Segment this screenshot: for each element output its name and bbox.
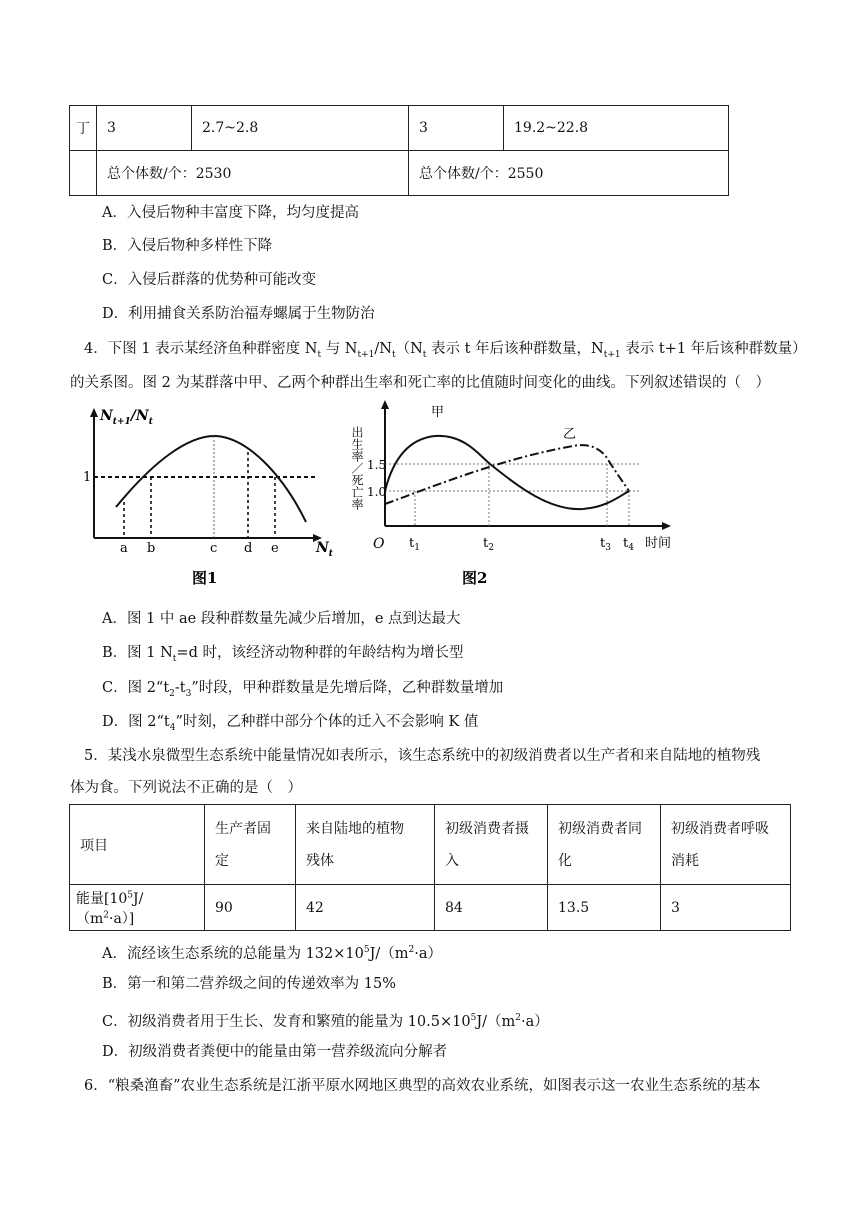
fig2-curve-yi: [385, 445, 629, 504]
table-cell: 84: [435, 885, 548, 931]
q4-option-a: A．图 1 中 ae 段种群数量先减少后增加，e 点到达最大: [102, 611, 461, 627]
table-cell: 丁: [70, 106, 97, 151]
q4-option-d: D．图 $2“t_4$”时刻，乙种群中部分个体的迁入不会影响 K 值: [102, 714, 479, 733]
table-cell: 13.5: [548, 885, 661, 931]
q3-option-c: C．入侵后群落的优势种可能改变: [102, 272, 317, 288]
fig2-y-tick-1-5: 1.5: [367, 458, 387, 472]
table-header-cell: 初级消费者同 化: [548, 805, 661, 885]
q3-option-b: B．入侵后物种多样性下降: [102, 238, 273, 254]
table-cell: [70, 151, 97, 196]
fig2-label-jia: 甲: [431, 405, 445, 420]
table-cell: 总个体数/个：2530: [97, 151, 409, 196]
table-cell: 总个体数/个：2550: [409, 151, 729, 196]
table-header-cell: 项目: [70, 805, 205, 885]
fig1-x-tick-b: b: [147, 541, 156, 556]
fig1-x-tick-d: d: [244, 541, 253, 556]
q4-option-c: C．图 $2“t_2-t_3$”时段，甲种群数量是先增后降，乙种群数量增加: [102, 680, 504, 699]
table-header-cell: 来自陆地的植物 残体: [296, 805, 435, 885]
q4-option-b: B．图 1 $N_t=d$ 时，该经济动物种群的年龄结构为增长型: [102, 645, 464, 664]
q3-option-a: A．入侵后物种丰富度下降，均匀度提高: [102, 205, 359, 221]
table-row: [70, 885, 791, 931]
table-cell: 能量$[10^5J/(m^2\cdot a)]$: [70, 885, 205, 931]
table-header-row: [70, 805, 791, 885]
table-row: [70, 106, 729, 151]
species-table: [69, 105, 729, 196]
fig1-xlabel: $N_t$: [316, 540, 333, 559]
table-cell: 2.7~2.8: [192, 106, 409, 151]
q4-stem-line2: 的关系图。图 2 为某群落中甲、乙两个种群出生率和死亡率的比值随时间变化的曲线。下列叙述错误的（ ）: [70, 375, 770, 391]
fig2-origin: O: [373, 536, 385, 552]
fig2-y-tick-1-0: 1.0: [367, 485, 387, 499]
q5-option-b: B．第一和第二营养级之间的传递效率为 15%: [102, 976, 396, 992]
q5-stem-line1: 5．某浅水泉微型生态系统中能量情况如表所示，该生态系统中的初级消费者以生产者和来自陆地的植物残: [84, 748, 761, 764]
fig1-x-tick-e: e: [271, 541, 279, 556]
fig2-xlabel: 时间: [645, 536, 672, 551]
fig2-y-arrow: [381, 400, 389, 409]
fig1-y-arrow: [90, 408, 98, 417]
fig2-x-tick-t4: $t_4$: [623, 536, 634, 553]
fig2-x-tick-t3: $t_3$: [600, 536, 611, 553]
table-row: [70, 151, 729, 196]
table-cell: 90: [205, 885, 296, 931]
fig2-caption: 图2: [462, 569, 488, 587]
table-cell: 19.2~22.8: [504, 106, 729, 151]
table-header-cell: 初级消费者摄 入: [435, 805, 548, 885]
fig1-caption: 图1: [192, 569, 218, 587]
q5-option-a: A．流经该生态系统的总能量为 $132\times 10^5J/(m^2\cdot a)$: [102, 945, 443, 962]
fig1-ylabel: $N_{t+1}/N_t$: [100, 408, 153, 427]
fig1-y-tick-1: 1: [83, 470, 92, 485]
q6-stem-line1: 6．“粮桑渔畜”农业生态系统是江浙平原水网地区典型的高效农业系统，如图表示这一农业生态系统的基本: [84, 1078, 761, 1094]
q5-option-d: D．初级消费者粪便中的能量由第一营养级流向分解者: [102, 1044, 448, 1060]
q3-option-d: D．利用捕食关系防治福寿螺属于生物防治: [102, 306, 375, 322]
fig2-x-tick-t2: $t_2$: [483, 536, 494, 553]
figure-1: [78, 400, 340, 600]
energy-table: [69, 804, 791, 931]
table-cell: 3: [661, 885, 791, 931]
q5-stem-line2: 体为食。下列说法不正确的是（ ）: [70, 780, 302, 796]
table-header-cell: 初级消费者呼吸 消耗: [661, 805, 791, 885]
table-cell: 42: [296, 885, 435, 931]
table-cell: 3: [409, 106, 504, 151]
fig2-x-arrow: [662, 522, 671, 530]
q5-option-c: C．初级消费者用于生长、发育和繁殖的能量为 $10.5\times 10^5J/(m^2\cdot a)$: [102, 1013, 549, 1030]
q4-stem-line1: 4．下图 1 表示某经济鱼种群密度 $N_t$ 与 $N_{t+1}/N_t(N_t$ 表示 t 年后该种群数量，$N_{t+1}$ 表示 t+1 年后该种群数量）: [84, 341, 807, 360]
table-header-cell: 生产者固 定: [205, 805, 296, 885]
figure-2: [345, 396, 690, 600]
fig2-label-yi: 乙: [563, 427, 577, 442]
fig1-curve: [116, 436, 306, 522]
table-cell: 3: [97, 106, 192, 151]
fig1-x-tick-a: a: [120, 541, 128, 556]
fig1-x-tick-c: c: [210, 541, 218, 556]
fig2-ylabel: 出生率／死亡率: [350, 426, 364, 510]
fig2-x-tick-t1: $t_1$: [409, 536, 420, 553]
